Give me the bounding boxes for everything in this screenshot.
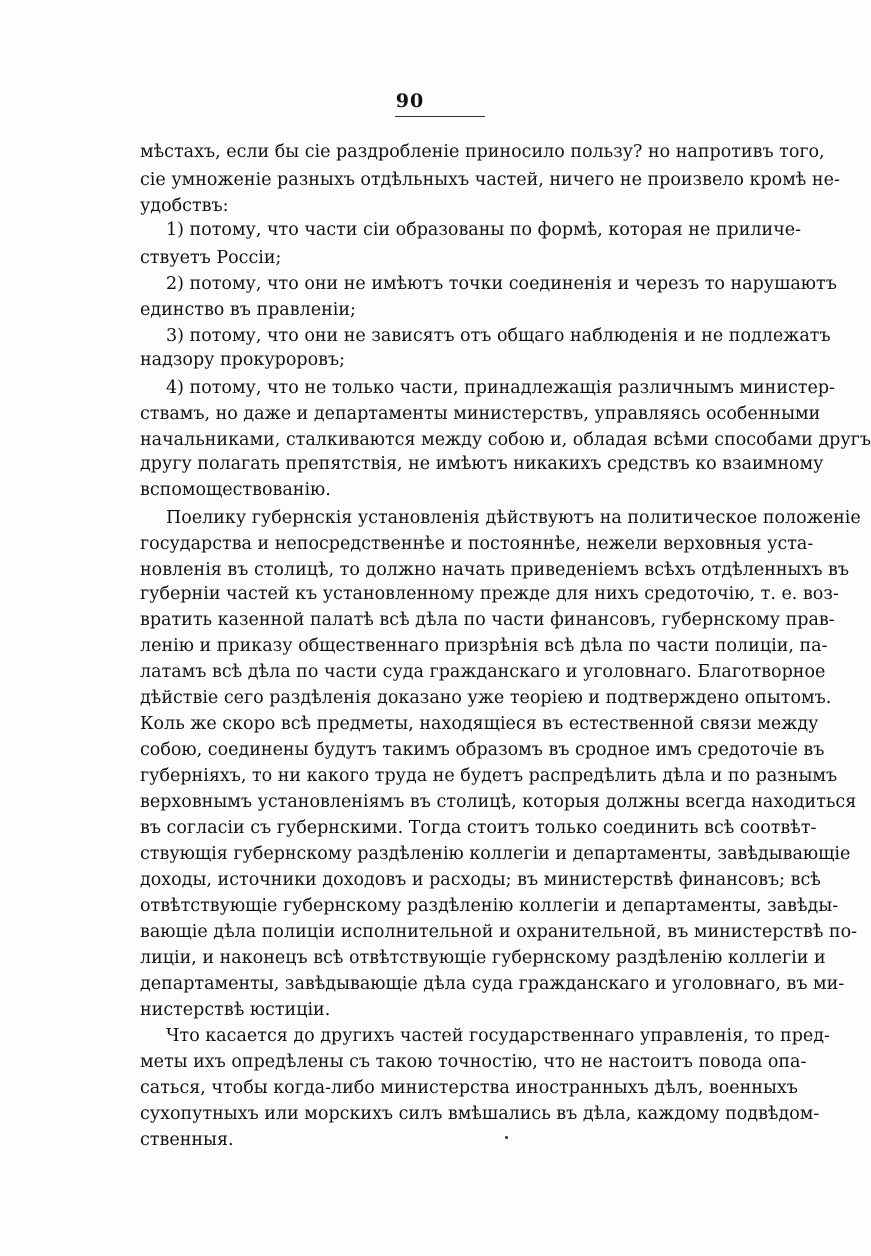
text-line: саться, чтобы когда-либо министерства иностранныхъ дѣлъ, военныхъ [140,1078,798,1098]
text-line: губерніяхъ, то ни какого труда не будетъ распредѣлить дѣла и по разнымъ [140,766,838,786]
text-line: Поелику губернскія установленія дѣйствуютъ на политическое положеніе [166,508,861,528]
text-line: собою, соединены будутъ такимъ образомъ въ сродное имъ средоточіе въ [140,740,825,760]
text-line: сіе умноженіе разныхъ отдѣльныхъ частей, ничего не произвело кромѣ не- [140,170,840,190]
text-line: дѣйствіе сего раздѣленія доказано уже теоріею и подтверждено опытомъ. [140,688,832,708]
text-line: ствующія губернскому раздѣленію коллегіи и департаменты, завѣдывающіе [140,844,851,864]
text-line: государства и непосредственнѣе и постояннѣе, нежели верховныя уста- [140,534,814,554]
text-line: департаменты, завѣдывающіе дѣла суда гражданскаго и уголовнаго, въ ми- [140,974,845,994]
text-line: мѣстахъ, если бы сіе раздробленіе приносило пользу? но напротивъ того, [140,142,825,162]
text-line: губерніи частей къ установленному прежде для нихъ средоточію, т. е. воз- [140,584,839,604]
text-line: лиціи, и наконецъ всѣ отвѣтствующіе губернскому раздѣленію коллегіи и [140,948,826,968]
text-line: доходы, источники доходовъ и расходы; въ министерствѣ финансовъ; всѣ [140,870,821,890]
text-line: надзору прокуроровъ; [140,350,346,370]
page-number: 90 [395,90,425,112]
text-line: Коль же скоро всѣ предметы, находящіеся въ естественной связи между [140,714,819,734]
text-line: ствамъ, но даже и департаменты министерствъ, управляясь особенными [140,404,821,424]
text-line: 4) потому, что не только части, принадлежащія различнымъ министер- [166,378,835,398]
text-line: единство въ правленіи; [140,300,356,320]
stray-dot [505,1136,508,1139]
text-line: Что касается до другихъ частей государственнаго управленія, то пред- [166,1026,830,1046]
text-line: въ согласіи съ губернскими. Тогда стоитъ только соединить всѣ соотвѣт- [140,818,817,838]
text-line: 2) потому, что они не имѣютъ точки соединенія и черезъ то нарушаютъ [166,274,837,294]
text-line: сухопутныхъ или морскихъ силъ вмѣшались въ дѣла, каждому подвѣдом- [140,1104,820,1124]
text-line: вратить казенной палатѣ всѣ дѣла по части финансовъ, губернскому прав- [140,610,835,630]
text-line: начальниками, сталкиваются между собою и, обладая всѣми способами другъ [140,430,871,450]
text-line: вающіе дѣла полиціи исполнительной и охранительной, въ министерствѣ по- [140,922,858,942]
text-line: другу полагать препятствія, не имѣютъ никакихъ средствъ ко взаимному [140,454,824,474]
text-line: ственныя. [140,1130,234,1150]
text-line: вспомоществованію. [140,480,331,500]
text-line: отвѣтствующіе губернскому раздѣленію коллегіи и департаменты, завѣды- [140,896,839,916]
text-line: ленію и приказу общественнаго призрѣнія всѣ дѣла по части полиціи, па- [140,636,828,656]
text-line: удобствъ: [140,196,229,216]
text-line: верховнымъ установленіямъ въ столицѣ, которыя должны всегда находиться [140,792,857,812]
text-line: латамъ всѣ дѣла по части суда гражданскаго и уголовнаго. Благотворное [140,662,826,682]
text-line: 3) потому, что они не зависятъ отъ общаго наблюденія и не подлежатъ [166,326,831,346]
header-rule [395,116,485,117]
text-line: меты ихъ опредѣлены съ такою точностію, что не настоитъ повода опа- [140,1052,807,1072]
text-line: ствуетъ Россіи; [140,248,282,268]
text-line: новленія въ столицѣ, то должно начать приведеніемъ всѣхъ отдѣленныхъ въ [140,560,850,580]
text-line: нистерствѣ юстиціи. [140,1000,331,1020]
text-line: 1) потому, что части сіи образованы по формѣ, которая не приличе- [166,220,802,240]
